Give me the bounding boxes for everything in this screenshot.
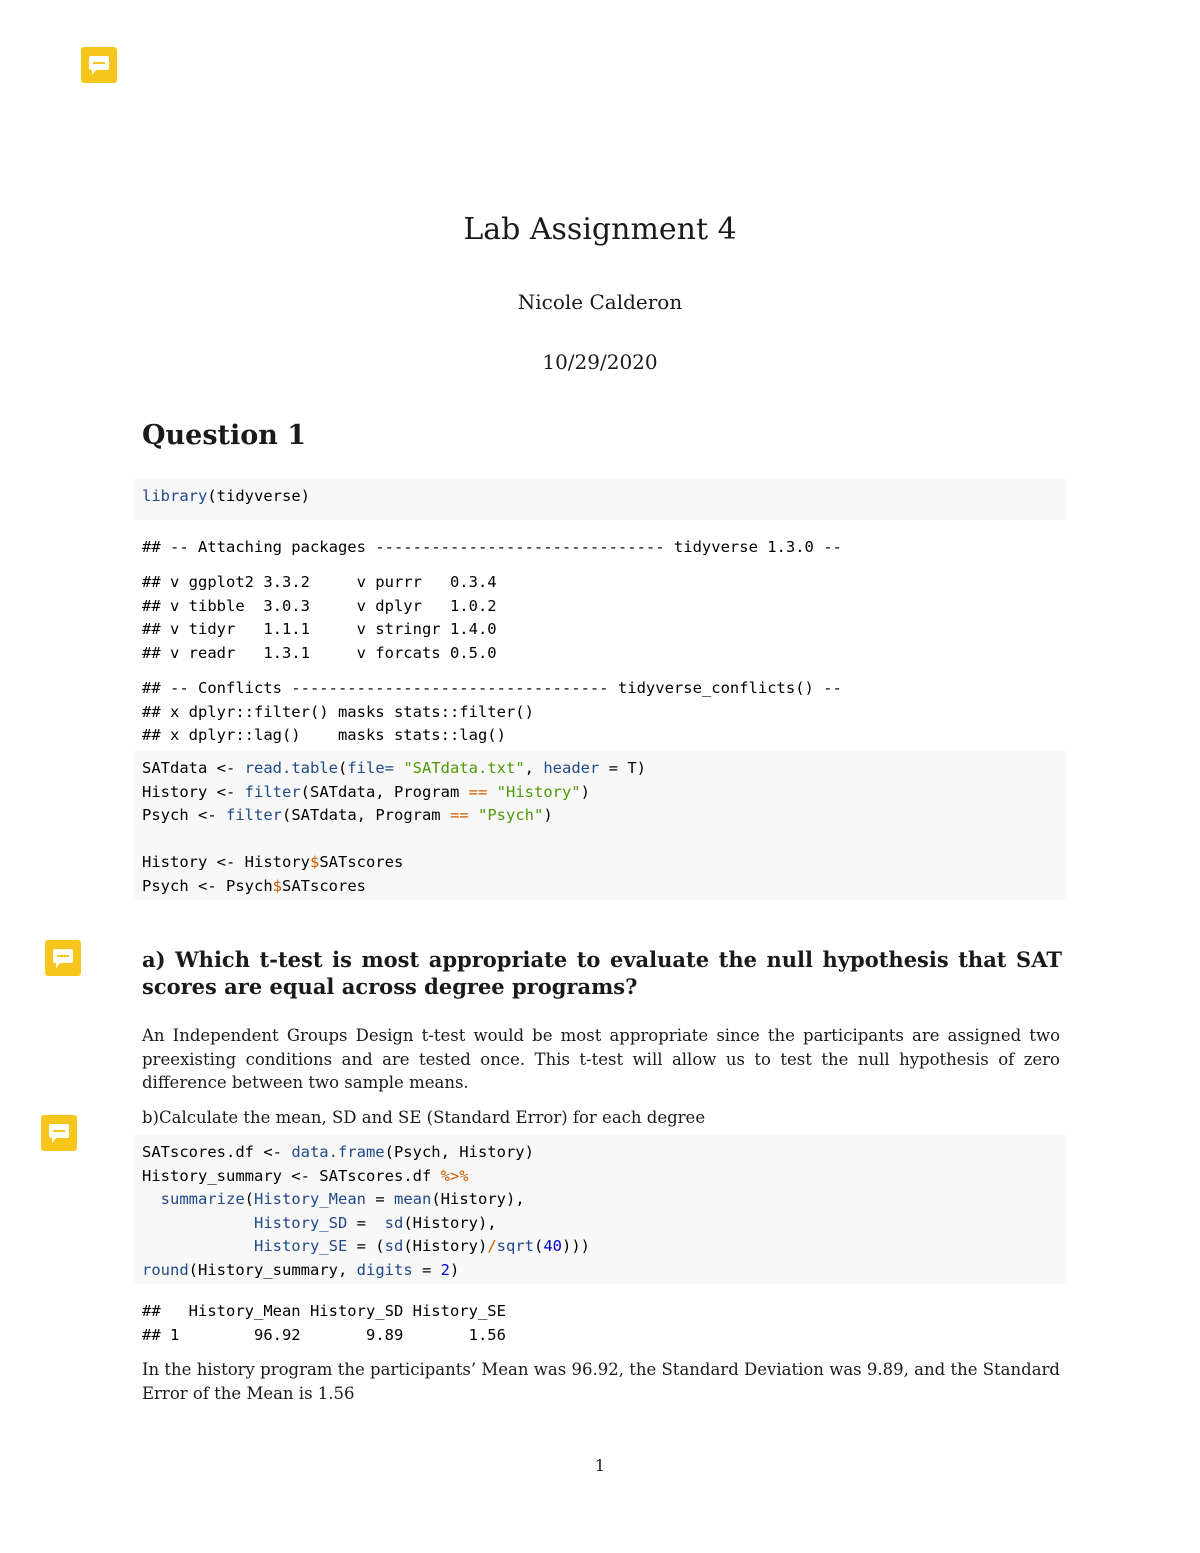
output-line: ## v tibble 3.0.3 v dplyr 1.0.2 (142, 596, 497, 615)
code-token: (History), (403, 1213, 497, 1232)
code-token: sqrt (496, 1237, 534, 1255)
code-token: ( (244, 1190, 255, 1208)
code-token: = (347, 1213, 385, 1232)
code-token: "History" (496, 782, 581, 801)
code-token: library (142, 487, 208, 505)
code-token (394, 759, 403, 777)
code-token: %>% (440, 1166, 469, 1185)
code-token: SATscores (319, 853, 404, 871)
code-token: = ( (347, 1237, 385, 1255)
code-token: filter (226, 806, 282, 824)
console-output-packages (142, 571, 497, 665)
output-line: ## x dplyr::lag() masks stats::lag() (142, 726, 506, 744)
document-author: Nicole Calderon (517, 290, 683, 314)
comment-icon[interactable] (81, 47, 117, 83)
code-token: "SATdata.txt" (403, 759, 525, 777)
code-token: , (524, 759, 544, 777)
output-line: ## x dplyr::filter() masks stats::filter() (142, 702, 534, 721)
code-token: (SATdata, Program (300, 782, 469, 801)
question-a-heading: a) Which t-test is most appropriate to evaluate the null hypothesis that SAT scores are equal across degree programs? (142, 947, 1062, 999)
console-output-attach (142, 536, 842, 560)
code-token: round (142, 1260, 189, 1279)
code-token: = (366, 1190, 394, 1208)
code-token: History <- (142, 782, 245, 801)
code-token: = T) (599, 759, 647, 777)
question-b-prompt: b)Calculate the mean, SD and SE (Standard Error) for each degree (142, 1108, 706, 1127)
code-token: file= (347, 759, 394, 777)
code-token: (SATdata, Program (282, 806, 450, 824)
code-token (142, 1190, 161, 1208)
document-title: Lab Assignment 4 (463, 212, 737, 247)
code-token: SATdata <- (142, 759, 245, 777)
console-output-conflicts (142, 677, 842, 748)
conclusion-paragraph: In the history program the participants’ Mean was 96.92, the Standard Deviation was 9.89, and the Standard Error of the Mean is 1.56 (142, 1360, 1060, 1403)
output-line: ## -- Attaching packages ------------------------------- tidyverse 1.3.0 -- (142, 538, 842, 556)
code-token: 2 (440, 1260, 450, 1279)
code-token: Psych <- Psych (142, 876, 273, 895)
code-token: read.table (244, 759, 338, 777)
document-date: 10/29/2020 (542, 350, 658, 374)
code-block-summary (134, 1134, 1066, 1284)
code-token (469, 806, 478, 824)
code-token: (Psych, History) (384, 1143, 534, 1161)
comment-icon[interactable] (45, 940, 81, 976)
code-token: (History) (403, 1237, 488, 1255)
code-token: == (468, 782, 488, 801)
code-token: digits (356, 1260, 413, 1279)
code-token: SATscores.df <- (142, 1143, 292, 1161)
code-token: ) (543, 806, 553, 824)
code-token: $ (272, 876, 282, 895)
code-token: == (449, 806, 469, 824)
code-token: ) (450, 1260, 460, 1279)
question-a-answer: An Independent Groups Design t-test would be most appropriate since the participants are assigned two preexisting conditions and are tested once. This t-test will allow us to test the null hypothesis of zero difference between two sample means. (142, 1026, 1060, 1092)
code-token: sd (384, 1213, 404, 1232)
code-block-read-data (134, 750, 1066, 900)
output-line: ## v ggplot2 3.3.2 v purrr 0.3.4 (142, 573, 497, 591)
section-heading: Question 1 (142, 420, 307, 451)
code-token: (History), (431, 1190, 525, 1208)
output-line: ## v tidyr 1.1.1 v stringr 1.4.0 (142, 620, 497, 638)
code-token: = (412, 1260, 441, 1279)
output-line: ## 1 96.92 9.89 1.56 (142, 1325, 506, 1344)
code-token: History_SD (253, 1213, 348, 1232)
code-token (487, 783, 496, 801)
code-token: "Psych" (478, 806, 544, 824)
comment-icon[interactable] (41, 1115, 77, 1151)
code-token: ) (580, 782, 590, 801)
output-line: ## -- Conflicts ---------------------------------- tidyverse_conflicts() -- (142, 679, 842, 697)
code-token (142, 1237, 254, 1255)
code-token: History_summary <- SATscores.df (142, 1166, 441, 1185)
code-token: data.frame (291, 1143, 385, 1161)
code-token: History_SE (253, 1237, 348, 1255)
code-block-library (134, 478, 1066, 520)
code-token: mean (394, 1190, 432, 1208)
console-output-summary (142, 1300, 506, 1347)
output-line: ## v readr 1.3.1 v forcats 0.5.0 (142, 643, 497, 662)
code-token: 40 (543, 1237, 562, 1255)
code-token: sd (384, 1237, 404, 1255)
code-token: ( (533, 1237, 544, 1255)
code-token: ))) (562, 1237, 590, 1255)
code-token: header (543, 759, 600, 777)
code-token: ( (337, 759, 348, 777)
output-line: ## History_Mean History_SD History_SE (142, 1302, 506, 1320)
code-token: (History_summary, (188, 1260, 357, 1279)
code-token: $ (309, 853, 320, 871)
code-token: History <- History (142, 853, 310, 871)
code-token: History_Mean (254, 1190, 366, 1208)
code-token: Psych <- (142, 806, 226, 824)
code-token: / (487, 1237, 497, 1255)
page-number: 1 (594, 1456, 606, 1475)
code-token (142, 1214, 254, 1232)
code-token: SATscores (282, 876, 366, 895)
code-token: summarize (160, 1190, 245, 1208)
code-token: filter (244, 782, 301, 801)
code-token: (tidyverse) (207, 487, 310, 505)
